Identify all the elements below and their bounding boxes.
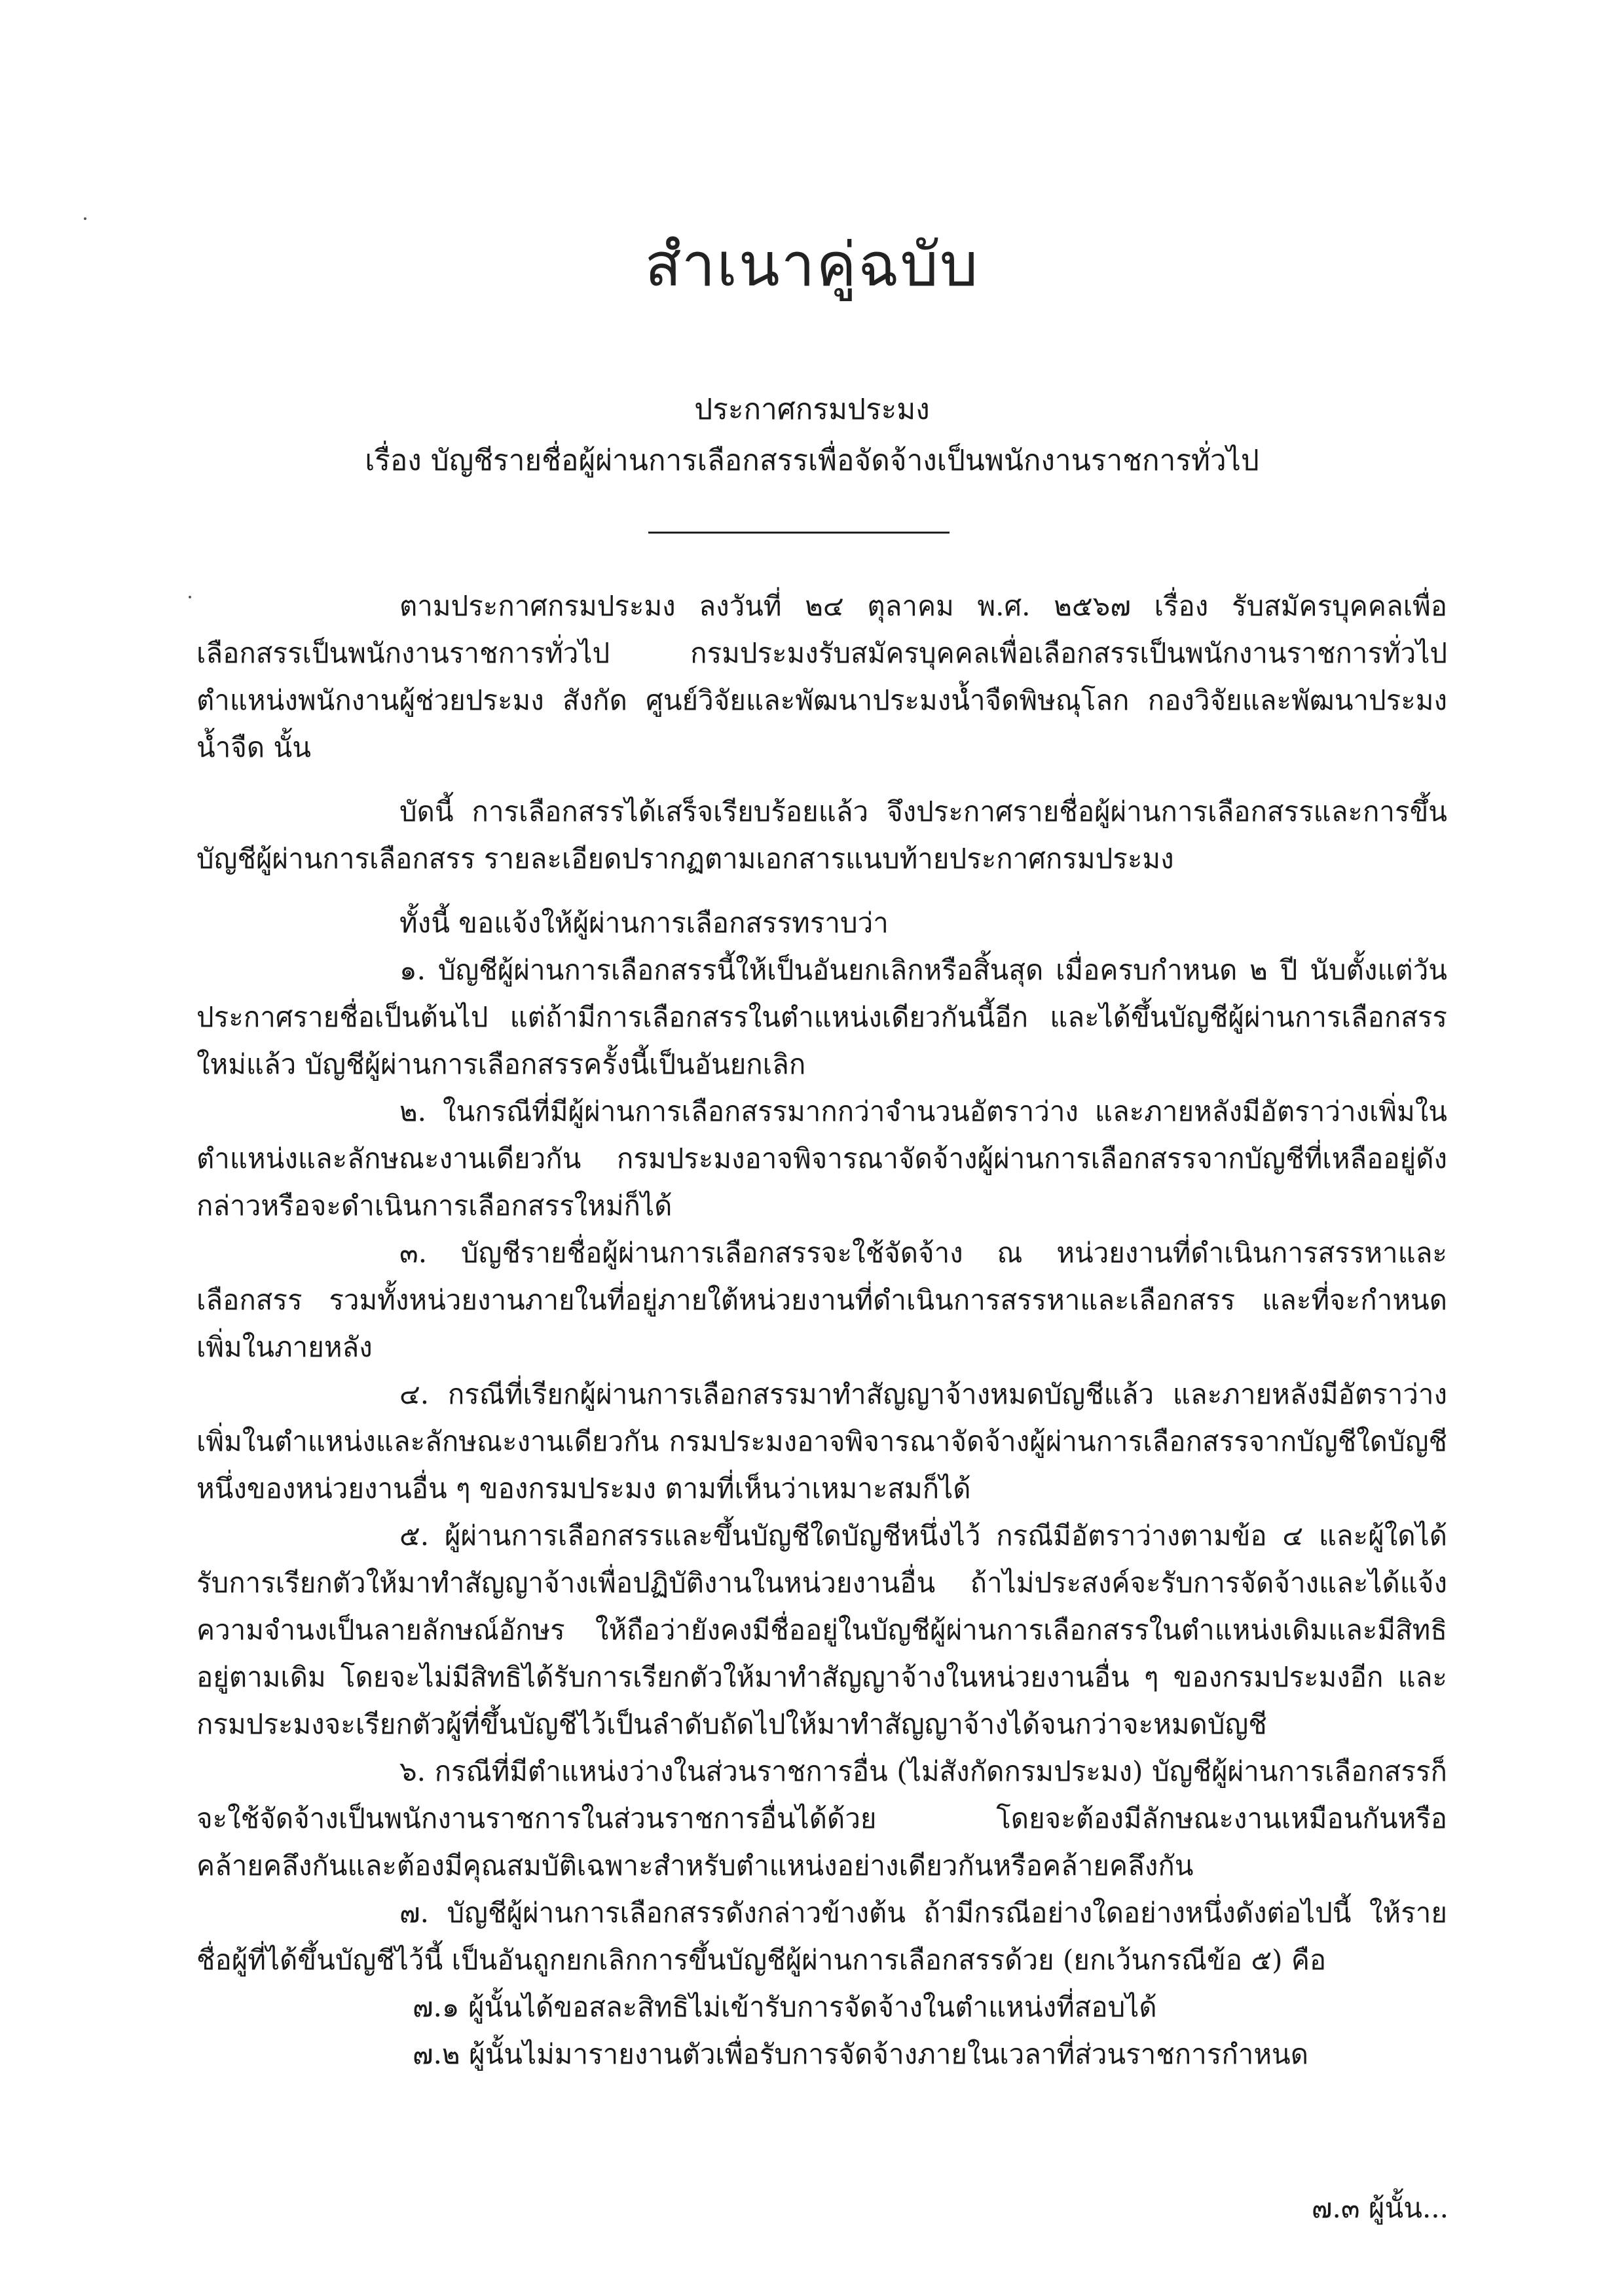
- paragraph-notice: ทั้งนี้ ขอแจ้งให้ผู้ผ่านการเลือกสรรทราบว่า: [399, 907, 889, 939]
- heading-divider: [648, 532, 950, 534]
- list-item-7: ๗. บัญชีผู้ผ่านการเลือกสรรดังกล่าวข้างต้น ถ้ามีกรณีอย่างใดอย่างหนึ่งดังต่อไปนี้ ให้รายชื่อผู้ที่ได้ขึ้นบัญชีไว้นี้ เป็นอันถูกยกเลิกการขึ้นบัญชีผู้ผ่านการเลือกสรรด้วย (ยกเว้นกรณีข้อ ๕) คือ: [196, 1897, 1447, 1976]
- document-body: [196, 583, 1447, 2078]
- paragraph-announcement: บัดนี้ การเลือกสรรได้เสร็จเรียบร้อยแล้ว จึงประกาศรายชื่อผู้ผ่านการเลือกสรรและการขึ้นบัญชีผู้ผ่านการเลือกสรร รายละเอียดปรากฏตามเอกสารแนบท้ายประกาศกรมประมง: [196, 795, 1447, 875]
- sub-item-7-2: ๗.๒ ผู้นั้นไม่มารายงานตัวเพื่อรับการจัดจ้างภายในเวลาที่ส่วนราชการกำหนด: [413, 2038, 1309, 2070]
- scan-speck: [189, 596, 191, 598]
- list-item-1: ๑. บัญชีผู้ผ่านการเลือกสรรนี้ให้เป็นอันยกเลิกหรือสิ้นสุด เมื่อครบกำหนด ๒ ปี นับตั้งแต่วันประกาศรายชื่อเป็นต้นไป แต่ถ้ามีการเลือกสรรในตำแหน่งเดียวกันนี้อีก และได้ขึ้นบัญชีผู้ผ่านการเลือกสรรใหม่แล้ว บัญชีผู้ผ่านการเลือกสรรครั้งนี้เป็นอันยกเลิก: [196, 954, 1447, 1080]
- announcement-title: ประกาศกรมประมง: [694, 393, 930, 426]
- sub-item-7-1: ๗.๑ ผู้นั้นได้ขอสละสิทธิไม่เข้ารับการจัดจ้างในตำแหน่งที่สอบได้: [413, 1991, 1157, 2023]
- paragraph-intro: ตามประกาศกรมประมง ลงวันที่ ๒๔ ตุลาคม พ.ศ. ๒๕๖๗ เรื่อง รับสมัครบุคคลเพื่อเลือกสรรเป็นพนักงานราชการทั่วไป กรมประมงรับสมัครบุคคลเพื่อเลือกสรรเป็นพนักงานราชการทั่วไป ตำแหน่งพนักงานผู้ช่วยประมง สังกัด ศูนย์วิจัยและพัฒนาประมงน้ำจืดพิษณุโลก กองวิจัยและพัฒนาประมงน้ำจืด นั้น: [196, 590, 1447, 763]
- list-item-2: ๒. ในกรณีที่มีผู้ผ่านการเลือกสรรมากกว่าจำนวนอัตราว่าง และภายหลังมีอัตราว่างเพิ่มในตำแหน่งและลักษณะงานเดียวกัน กรมประมงอาจพิจารณาจัดจ้างผู้ผ่านการเลือกสรรจากบัญชีที่เหลืออยู่ดังกล่าวหรือจะดำเนินการเลือกสรรใหม่ก็ได้: [196, 1095, 1447, 1222]
- list-item-5: ๕. ผู้ผ่านการเลือกสรรและขึ้นบัญชีใดบัญชีหนึ่งไว้ กรณีมีอัตราว่างตามข้อ ๔ และผู้ใดได้รับการเรียกตัวให้มาทำสัญญาจ้างเพื่อปฏิบัติงานในหน่วยงานอื่น ถ้าไม่ประสงค์จะรับการจัดจ้างและได้แจ้งความจำนงเป็นลายลักษณ์อักษร ให้ถือว่ายังคงมีชื่ออยู่ในบัญชีผู้ผ่านการเลือกสรรในตำแหน่งเดิมและมีสิทธิอยู่ตามเดิม โดยจะไม่มีสิทธิได้รับการเรียกตัวให้มาทำสัญญาจ้างในหน่วยงานอื่น ๆ ของกรมประมงอีก และกรมประมงจะเรียกตัวผู้ที่ขึ้นบัญชีไว้เป็นลำดับถัดไปให้มาทำสัญญาจ้างได้จนกว่าจะหมดบัญชี: [196, 1520, 1447, 1740]
- list-item-3: ๓. บัญชีรายชื่อผู้ผ่านการเลือกสรรจะใช้จัดจ้าง ณ หน่วยงานที่ดำเนินการสรรหาและเลือกสรร รวมทั้งหน่วยงานภายในที่อยู่ภายใต้หน่วยงานที่ดำเนินการสรรหาและเลือกสรร และที่จะกำหนดเพิ่มในภายหลัง: [196, 1237, 1447, 1363]
- announcement-subject: เรื่อง บัญชีรายชื่อผู้ผ่านการเลือกสรรเพื่อจัดจ้างเป็นพนักงานราชการทั่วไป: [365, 444, 1259, 477]
- list-item-6: ๖. กรณีที่มีตำแหน่งว่างในส่วนราชการอื่น (ไม่สังกัดกรมประมง) บัญชีผู้ผ่านการเลือกสรรก็จะใช้จัดจ้างเป็นพนักงานราชการในส่วนราชการอื่นได้ด้วย โดยจะต้องมีลักษณะงานเหมือนกันหรือคล้ายคลึงกันและต้องมีคุณสมบัติเฉพาะสำหรับตำแหน่งอย่างเดียวกันหรือคล้ายคลึงกัน: [196, 1755, 1447, 1882]
- list-item-4: ๔. กรณีที่เรียกผู้ผ่านการเลือกสรรมาทำสัญญาจ้างหมดบัญชีแล้ว และภายหลังมีอัตราว่างเพิ่มในตำแหน่งและลักษณะงานเดียวกัน กรมประมงอาจพิจารณาจัดจ้างผู้ผ่านการเลือกสรรจากบัญชีใดบัญชีหนึ่งของหน่วยงานอื่น ๆ ของกรมประมง ตามที่เห็นว่าเหมาะสมก็ได้: [196, 1378, 1447, 1504]
- continuation-note: ๗.๓ ผู้นั้น...: [1311, 2192, 1449, 2224]
- copy-stamp: สำเนาคู่ฉบับ: [644, 230, 980, 300]
